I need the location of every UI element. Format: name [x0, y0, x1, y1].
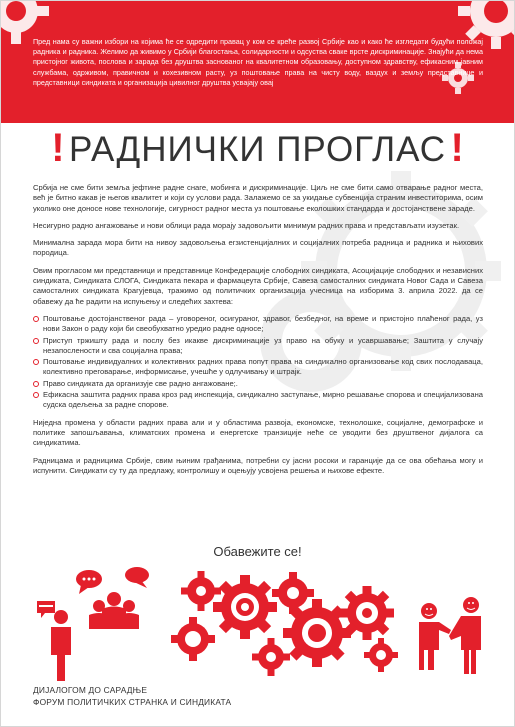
title-block — [1, 125, 514, 175]
speech-bubble-icon — [125, 567, 149, 588]
paragraph-5: Ниједна промена у области радних права али и у областима развоја, економске, технолошке, социјалне, демографске и политике запошљавања, климатских промена и енергетске транзиције неће се уводити без друштвеног дијалога са синдикатима. — [33, 417, 483, 448]
bullet-circle-icon — [33, 359, 39, 365]
paragraph-2: Несигурно радно ангажовање и нови облици рада морају задовољити минимум радних права и представљати изузетак. — [33, 220, 460, 230]
handshake-people-icon — [419, 597, 481, 674]
bullet-circle-icon — [33, 338, 39, 344]
exclamation-right-icon: ! — [450, 126, 464, 170]
list-item: Ефикасна заштита радних права кроз рад инспекција, синдикално заступање, мирно решавање спорова и специјализована судска одељења за радне спорове. — [33, 390, 483, 411]
call-to-action: Обавежите се! — [213, 544, 302, 559]
speech-bubble-icon — [76, 570, 102, 594]
demands-list — [33, 314, 483, 411]
bullet-circle-icon — [33, 316, 39, 322]
bullet-circle-icon — [33, 392, 39, 398]
header-banner — [1, 1, 514, 123]
footer-text — [33, 684, 231, 708]
header-intro-text: Пред нама су важни избори на којима ће се одредити правац у ком се креће развој Србије као и како ће изгледати будући положај радника и радника. Желимо да живимо у Србији благостања, солидарности и одсуства сваке врсте дискриминације. Знајући да нема пристојног живота, послова и зарада без друштва заснованог на квалитетном образовању, доступном здравству, ефикасним јавним службама, одрживом, правичном и кохезивном расту, уз поштовање права на чисту воду, ваздух и земљу представнице и представници синдиката и организација цивилног друштва усвајају овај — [33, 37, 483, 87]
paragraph-4: Овим прогласом ми представници и представнице Конфедерације слободних синдиката, Асоцијације слободних и независних синдиката, Синдиката СЛОГА, Синдиката пекара и фармацеута Србије, Савеза самосталних синдиката Новог Сада и Савеза самосталних синдиката Крагујевца, тражимо од политичких организација учесница на изборима 3. априла 2022. да се обавежу да ће радити на испуњењу и следећих захтева: — [33, 265, 483, 306]
paragraph-1: Србија не сме бити земља јефтине радне снаге, мобинга и дискриминације. Циљ не сме бити само отварање радног места, већ је битно какав је његов квалитет и који су услови рада. Залажемо се за укидање субвенција страним инвеститорима, осим уколико оне доносе нове технологије, сигурност радног места уз поштовање еколошких стандарда и достојанствене зараде. — [33, 183, 483, 213]
list-item: Поштовање достојанственог рада – уговореног, осигураног, здравог, безбедног, на време и пристојно плаћеног рада, уз нови Закон о раду који би свеобухватно уредио радне односе; — [33, 314, 483, 335]
body-text — [33, 183, 483, 483]
paragraph-3: Минимална зарада мора бити на нивоу задовољења егзистенцијалних и социјалних потреба радница и радника и њихових породица. — [33, 238, 483, 258]
page-title: РАДНИЧКИ ПРОГЛАС — [68, 130, 446, 169]
footer-illustration — [1, 561, 514, 681]
footer-line-2: ФОРУМ ПОЛИТИЧКИХ СТРАНКА И СИНДИКАТА — [33, 697, 232, 707]
footer-line-1: ДИЈАЛОГОМ ДО САРАДЊЕ — [33, 685, 148, 695]
gears-cluster-icon — [171, 571, 398, 676]
people-group-icon — [89, 592, 139, 629]
list-item: Право синдиката да организује све радно ангажоване;. — [33, 379, 483, 389]
list-item: Приступ тржишту рада и послу без икакве дискриминације уз право на обуку и усавршавање; Заштита у случају незапослености и сва социјална права; — [33, 336, 483, 357]
list-item: Поштовање индивидуалних и колективних радних права попут права на синдикално организовање код свих послодаваца, колективно преговарање, информисање, учешће у одлучивању и штрајк. — [33, 357, 483, 378]
bullet-circle-icon — [33, 381, 39, 387]
paragraph-6: Радницама и радницима Србије, свим њиним грађанима, потребни су јасни росоки и гаранције да се ова обећања могу и испунити. Синдикати су ту да предлажу, контролишу и оцењују усвојена решења и њихове ефекте. — [33, 455, 483, 475]
speaker-person-icon — [37, 601, 71, 681]
exclamation-left-icon: ! — [51, 126, 65, 170]
